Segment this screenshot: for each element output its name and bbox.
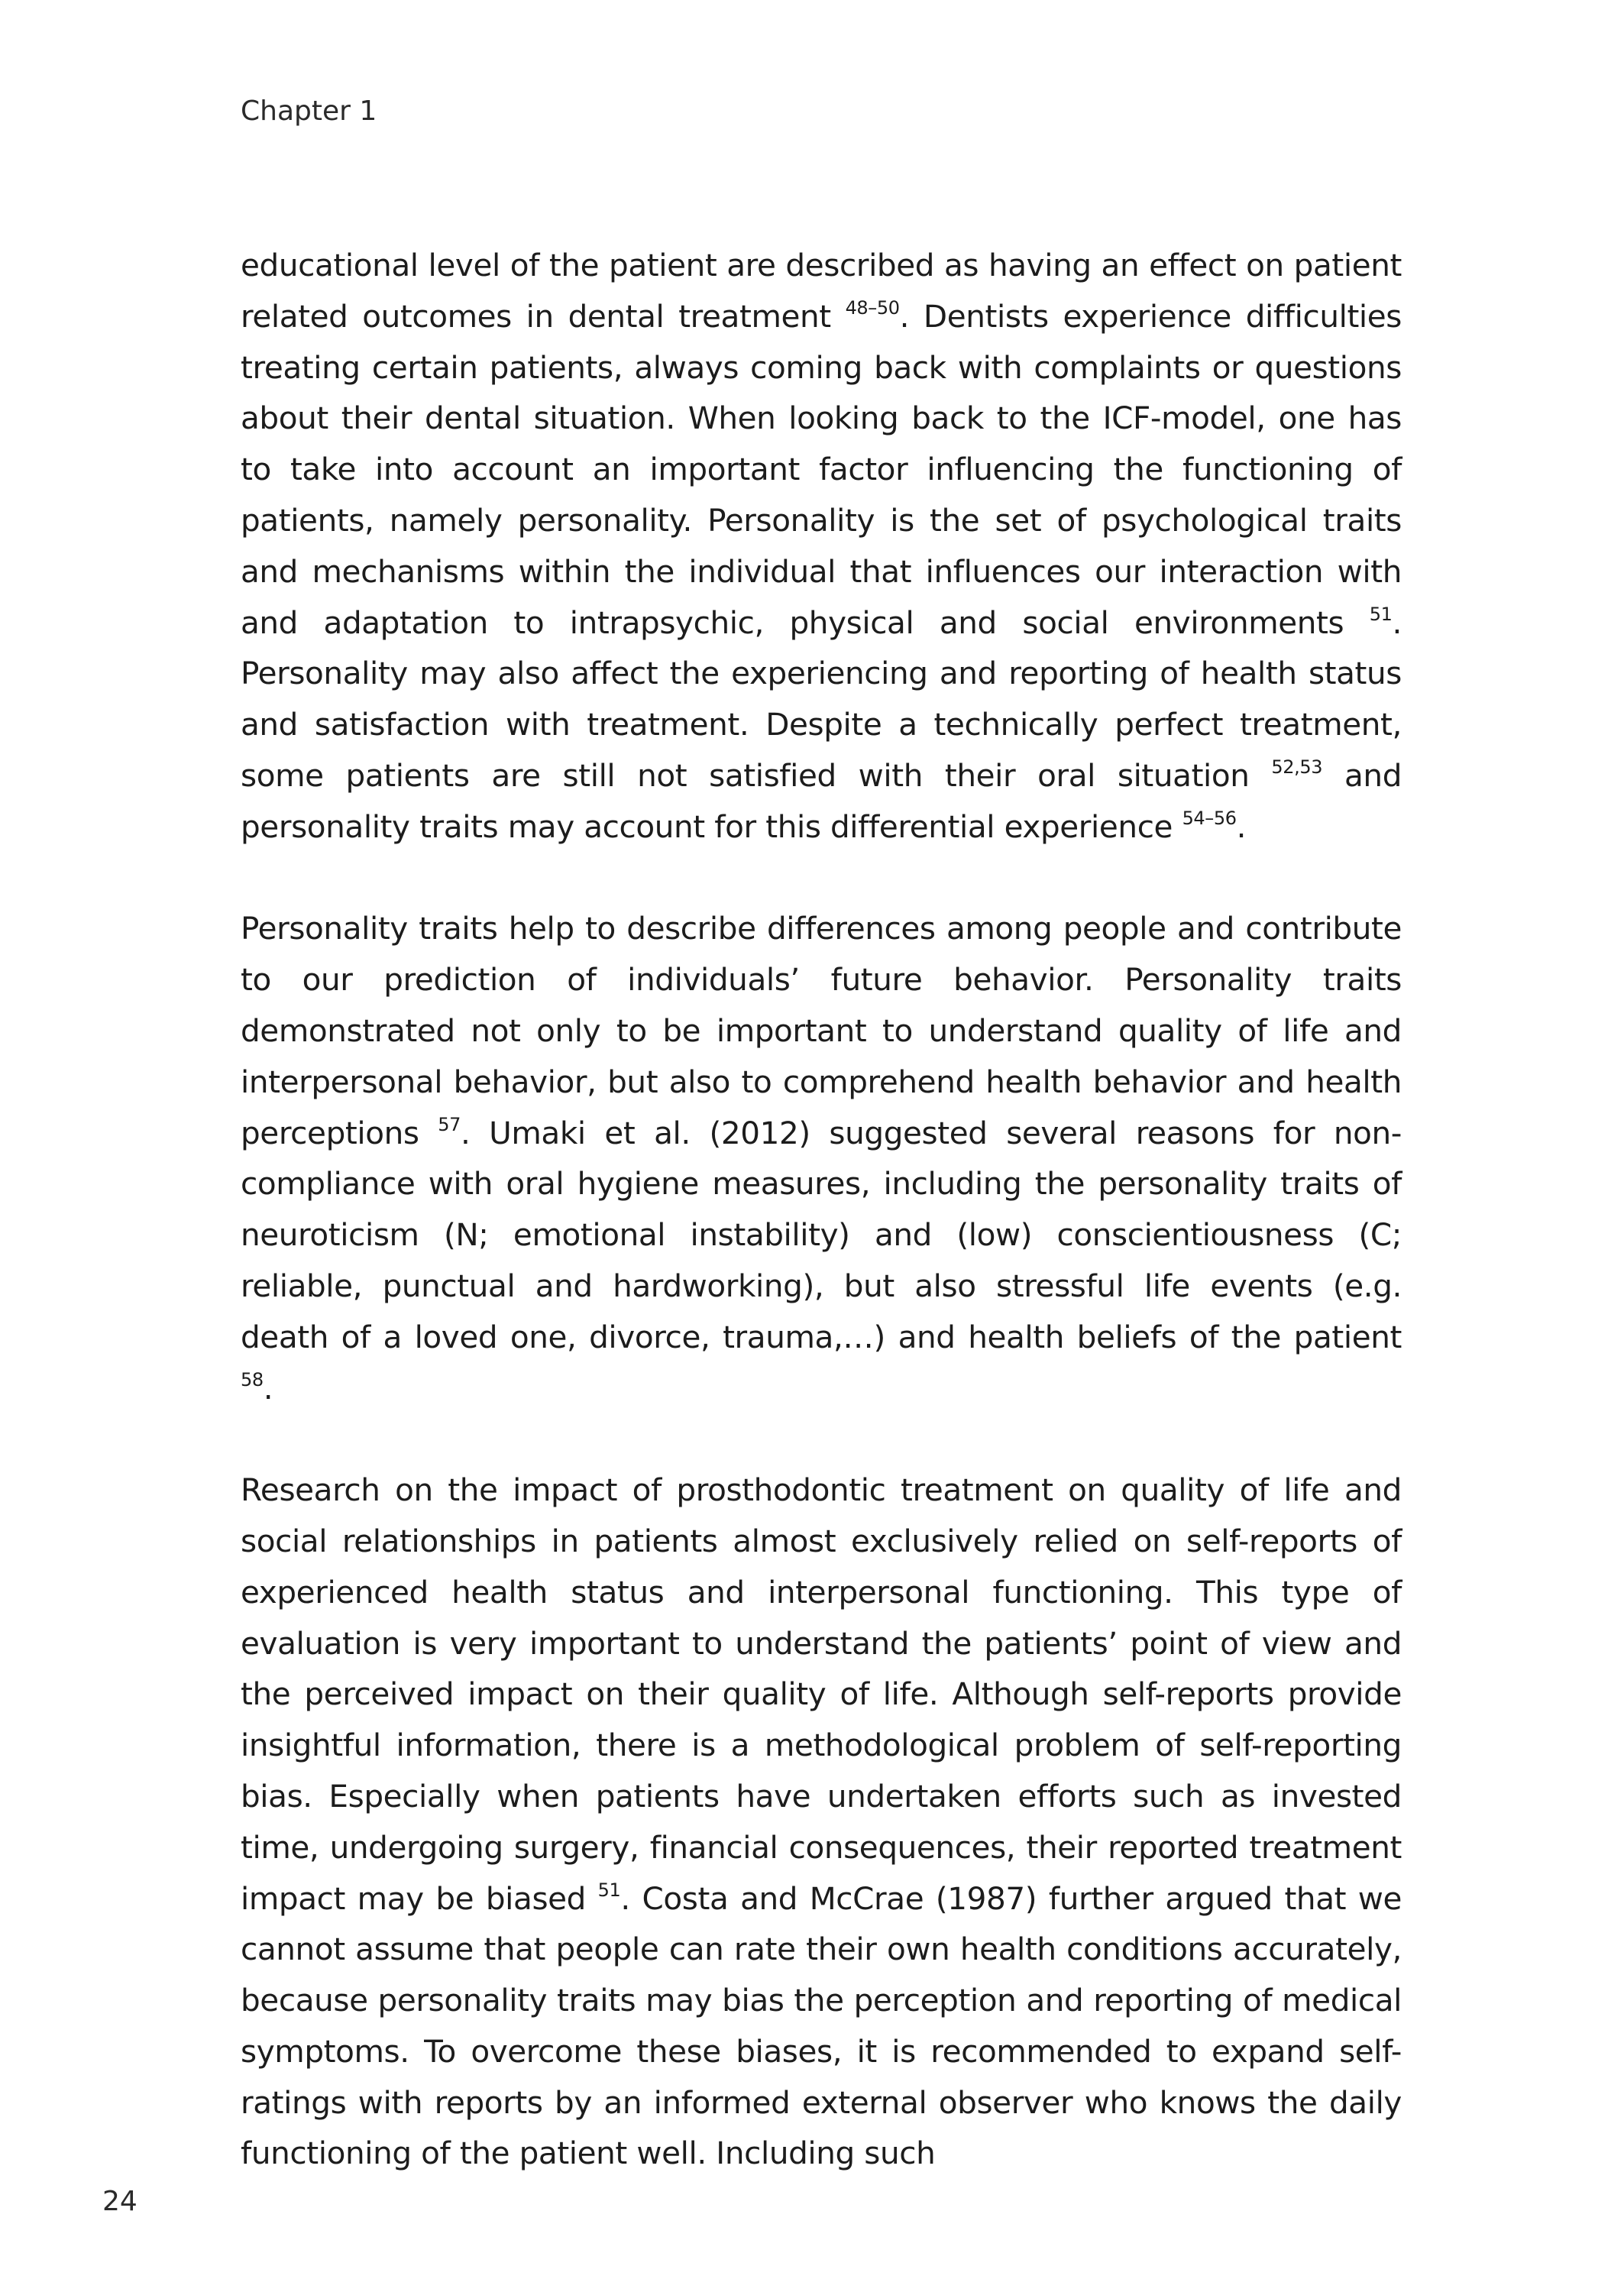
citation-ref: 57	[438, 1113, 461, 1135]
text-segment: .	[263, 1369, 273, 1407]
text-segment: . Personality may also affect the experiencing and reporting of health status and satisfaction with treatment. Despite a technically perfect treatment, some patients are still not satisfied with their oral situation	[241, 604, 1402, 794]
paragraph-3	[241, 1465, 1402, 2179]
text-segment: educational level of the patient are described as having an effect on patient related outcomes in dental treatment	[241, 247, 1402, 335]
citation-ref: 51	[1369, 603, 1393, 625]
paragraph-2	[241, 903, 1402, 1413]
body-text	[241, 240, 1402, 2230]
citation-ref: 52,53	[1271, 756, 1323, 778]
text-segment: . Umaki et al. (2012) suggested several reasons for non-compliance with oral hygiene measures, including the personality traits of neuroticism (N; emotional instability) and (low) conscientiousness (C; reliable, punctual and hardworking), but also stressful life events (e.g. death of a loved one, divorce, trauma,…) and health beliefs of the patient	[241, 1114, 1402, 1355]
text-segment: and personality traits may account for this differential experience	[241, 756, 1402, 845]
text-segment: Research on the impact of prosthodontic treatment on quality of life and social relationships in patients almost exclusively relied on self-reports of experienced health status and interpersonal functioning. This type of evaluation is very important to understand the patients’ point of view and the perceived impact on their quality of life. Although self-reports provide insightful information, there is a methodological problem of self-reporting bias. Especially when patients have undertaken efforts such as invested time, undergoing surgery, financial consequences, their reported treatment impact may be biased	[241, 1471, 1402, 1917]
citation-ref: 54–56	[1182, 807, 1237, 829]
text-segment: . Dentists experience difficulties treating certain patients, always coming back with complaints or questions about their dental situation. When looking back to the ICF-model, one has to take into account an important factor influencing the functioning of patients, namely personality. Personality is the set of psychological traits and mechanisms within the individual that influences our interaction with and adaptation to intrapsychic, physical and social environments	[241, 297, 1402, 641]
paragraph-1	[241, 240, 1402, 853]
page-number: 24	[102, 2186, 137, 2217]
citation-ref: 51	[597, 1879, 621, 1901]
running-head: Chapter 1	[241, 96, 377, 127]
citation-ref: 58	[241, 1368, 264, 1390]
text-segment: .	[1236, 808, 1247, 845]
text-segment: . Costa and McCrae (1987) further argued that we cannot assume that people can rate their own health conditions accurately, because personality traits may bias the perception and reporting of medical symptoms. To overcome these biases, it is recommended to expand self-ratings with reports by an informed external observer who knows the daily functioning of the patient well. Including such	[241, 1879, 1402, 2172]
citation-ref: 48–50	[845, 296, 900, 319]
text-segment: Personality traits help to describe differences among people and contribute to our prediction of individuals’ future behavior. Personality traits demonstrated not only to be important to understand quality of life and interpersonal behavior, but also to comprehend health behavior and health perceptions	[241, 910, 1402, 1151]
